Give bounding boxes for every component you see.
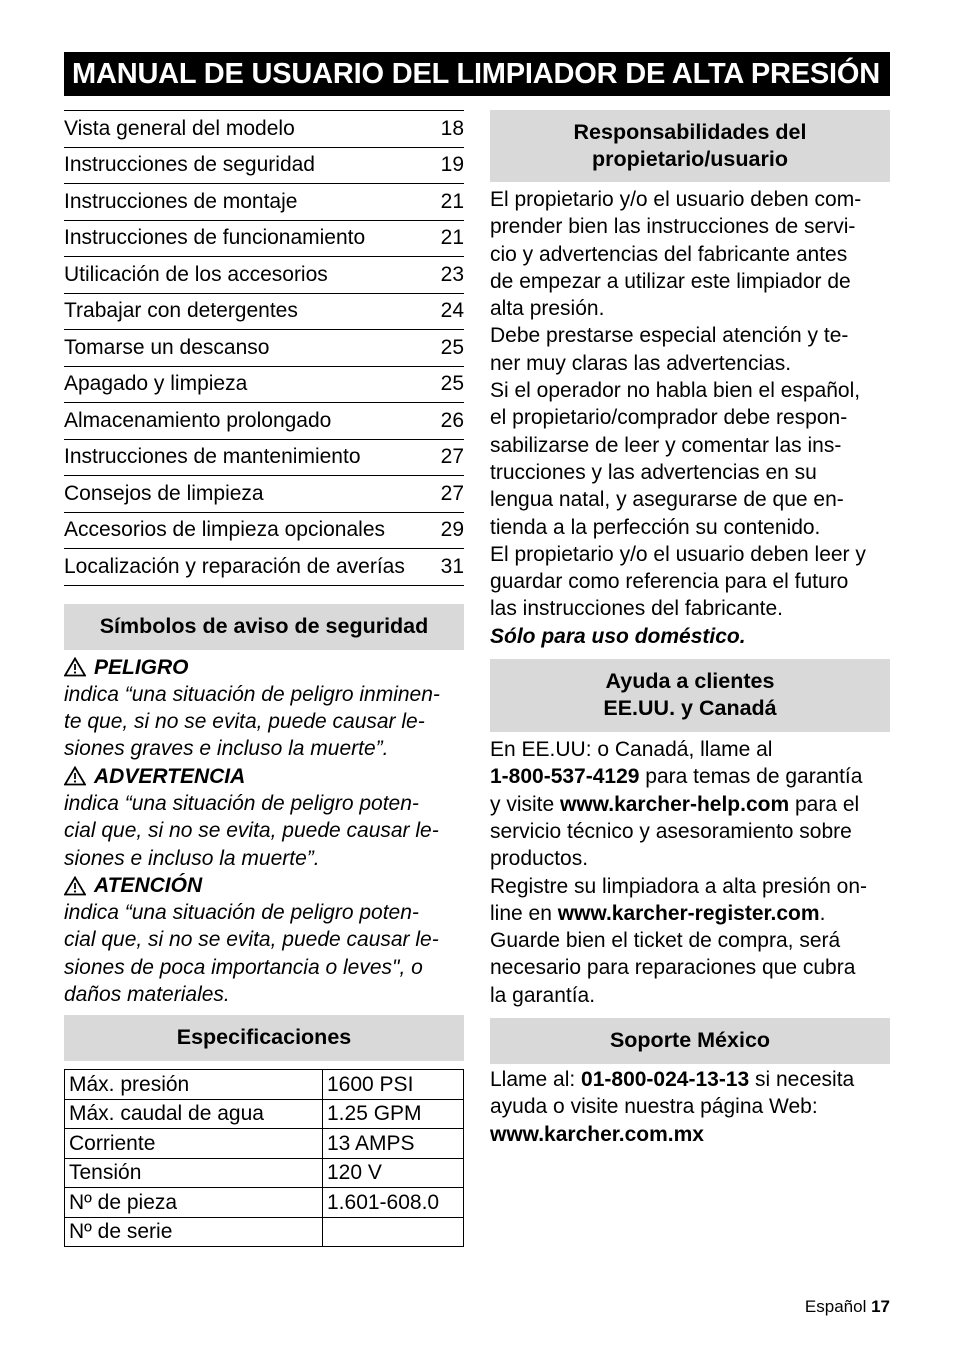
caution-block bbox=[64, 872, 464, 1008]
text-line: El propietario y/o el usuario deben leer y bbox=[490, 542, 866, 566]
support-mx-heading: Soporte México bbox=[490, 1018, 890, 1064]
text-line: sabilizarse de leer y comentar las ins- bbox=[490, 433, 842, 457]
toc-entry[interactable] bbox=[64, 367, 464, 404]
danger-title: PELIGRO bbox=[94, 655, 189, 679]
toc-entry[interactable] bbox=[64, 440, 464, 477]
warning-block bbox=[64, 763, 464, 872]
danger-description: indica “una situación de peligro inminen- te que, si no se evita, puede causar le- siones graves e incluso la muerte”. bbox=[64, 682, 440, 761]
support-mx-text: Llame al: 01-800-024-13-13 si necesita ayuda o visite nuestra página Web: www.karcher.com.mx bbox=[490, 1068, 855, 1146]
toc-entry-page: 24 bbox=[440, 299, 464, 323]
toc-entry[interactable] bbox=[64, 403, 464, 440]
toc-entry-label: Apagado y limpieza bbox=[64, 372, 248, 396]
text-line: alta presión. bbox=[490, 297, 605, 321]
toc-entry-page: 21 bbox=[440, 189, 464, 213]
toc-entry-label: Instrucciones de seguridad bbox=[64, 153, 315, 177]
specs-table bbox=[64, 1069, 464, 1247]
text-line: las instrucciones del fabricante. bbox=[490, 597, 783, 621]
toc-entry-label: Consejos de limpieza bbox=[64, 481, 264, 505]
right-column bbox=[490, 110, 890, 1148]
toc-entry-label: Tomarse un descanso bbox=[64, 335, 270, 359]
toc-entry-label: Instrucciones de funcionamiento bbox=[64, 226, 366, 250]
text-line: de empezar a utilizar este limpiador de bbox=[490, 269, 851, 293]
mx-website-link[interactable]: www.karcher.com.mx bbox=[490, 1122, 704, 1146]
toc-entry[interactable] bbox=[64, 184, 464, 221]
symbols-heading: Símbolos de aviso de seguridad bbox=[64, 604, 464, 650]
table-row: Corriente 13 AMPS bbox=[65, 1129, 464, 1159]
owner-heading: Responsabilidades del propietario/usuario bbox=[490, 110, 890, 182]
table-of-contents bbox=[64, 110, 464, 586]
owner-text bbox=[490, 186, 890, 623]
toc-entry-label: Utilicación de los accesorios bbox=[64, 262, 328, 286]
toc-entry[interactable] bbox=[64, 513, 464, 550]
domestic-use-note: Sólo para uso doméstico. bbox=[490, 624, 746, 648]
text-line: el propietario/comprador debe respon- bbox=[490, 406, 848, 430]
footer-language: Español bbox=[804, 1297, 867, 1316]
toc-entry[interactable] bbox=[64, 294, 464, 331]
toc-entry-label: Localización y reparación de averías bbox=[64, 554, 405, 578]
toc-entry-page: 25 bbox=[440, 335, 464, 359]
text-line: ner muy claras las advertencias. bbox=[490, 351, 792, 375]
toc-entry-page: 26 bbox=[440, 408, 464, 432]
help-link[interactable]: www.karcher-help.com bbox=[560, 792, 790, 816]
toc-entry[interactable] bbox=[64, 111, 464, 148]
left-column bbox=[64, 110, 464, 1247]
caution-description: indica “una situación de peligro poten- cial que, si no se evita, puede causar le- siones de poca importancia o leves", o daños materiales. bbox=[64, 901, 439, 1007]
toc-entry[interactable] bbox=[64, 476, 464, 513]
toc-entry[interactable] bbox=[64, 549, 464, 586]
table-row: Nº de serie bbox=[65, 1217, 464, 1247]
toc-entry-page: 18 bbox=[440, 116, 464, 140]
text-line: guardar como referencia para el futuro bbox=[490, 570, 849, 594]
warning-triangle-icon bbox=[64, 766, 86, 786]
support-phone[interactable]: 1-800-537-4129 bbox=[490, 765, 640, 789]
danger-block bbox=[64, 654, 464, 763]
text-line: trucciones y las advertencias en su bbox=[490, 460, 817, 484]
text-line: El propietario y/o el usuario deben com- bbox=[490, 188, 862, 211]
toc-entry-page: 31 bbox=[440, 554, 464, 578]
table-row: Máx. presión 1600 PSI bbox=[65, 1070, 464, 1100]
support-us-text: En EE.UU: o Canadá, llame al 1-800-537-4129 para temas de garantía y visite www.karcher-help.com para el servicio técnico y asesoramiento sobre productos. Registre su limpiadora a alta presión on- line en www.karcher-register.com. Guarde bien el ticket de compra, será necesario para reparaciones que cubra la garantía. bbox=[490, 738, 868, 1007]
toc-entry-page: 19 bbox=[440, 153, 464, 177]
page-footer bbox=[805, 1297, 890, 1317]
toc-entry-label: Almacenamiento prolongado bbox=[64, 408, 332, 432]
toc-entry[interactable] bbox=[64, 330, 464, 367]
text-line: prender bien las instrucciones de servi- bbox=[490, 215, 856, 239]
caution-title: ATENCIÓN bbox=[94, 873, 203, 897]
page-number: 17 bbox=[871, 1297, 890, 1316]
specs-heading: Especificaciones bbox=[64, 1015, 464, 1061]
warning-description: indica “una situación de peligro poten- cial que, si no se evita, puede causar le- siones e incluso la muerte”. bbox=[64, 791, 439, 870]
register-link[interactable]: www.karcher-register.com bbox=[557, 901, 820, 925]
toc-entry-page: 25 bbox=[440, 372, 464, 396]
toc-entry[interactable] bbox=[64, 148, 464, 185]
mx-phone[interactable]: 01-800-024-13-13 bbox=[581, 1068, 750, 1092]
text-line: tienda a la perfección su contenido. bbox=[490, 515, 821, 539]
warning-triangle-icon bbox=[64, 876, 86, 896]
text-line: lengua natal, y asegurarse de que en- bbox=[490, 488, 844, 512]
toc-entry[interactable] bbox=[64, 257, 464, 294]
toc-entry-label: Instrucciones de montaje bbox=[64, 189, 298, 213]
support-us-heading: Ayuda a clientes EE.UU. y Canadá bbox=[490, 659, 890, 732]
warning-title: ADVERTENCIA bbox=[94, 764, 246, 788]
table-row: Tensión 120 V bbox=[65, 1158, 464, 1188]
toc-entry-page: 23 bbox=[440, 262, 464, 286]
toc-entry-label: Instrucciones de mantenimiento bbox=[64, 445, 361, 469]
toc-entry-page: 27 bbox=[440, 445, 464, 469]
toc-entry-page: 27 bbox=[440, 481, 464, 505]
text-line: Si el operador no habla bien el español, bbox=[490, 379, 861, 403]
table-row: Máx. caudal de agua 1.25 GPM bbox=[65, 1099, 464, 1129]
warning-triangle-icon bbox=[64, 657, 86, 677]
text-line: cio y advertencias del fabricante antes bbox=[490, 242, 848, 266]
toc-entry-label: Trabajar con detergentes bbox=[64, 299, 298, 323]
toc-entry[interactable] bbox=[64, 221, 464, 258]
page-title: MANUAL DE USUARIO DEL LIMPIADOR DE ALTA PRESIÓN bbox=[64, 52, 890, 96]
toc-entry-page: 29 bbox=[440, 518, 464, 542]
toc-entry-label: Accesorios de limpieza opcionales bbox=[64, 518, 385, 542]
toc-entry-label: Vista general del modelo bbox=[64, 116, 295, 140]
table-row: Nº de pieza 1.601-608.0 bbox=[65, 1188, 464, 1218]
toc-entry-page: 21 bbox=[440, 226, 464, 250]
text-line: Debe prestarse especial atención y te- bbox=[490, 324, 849, 348]
